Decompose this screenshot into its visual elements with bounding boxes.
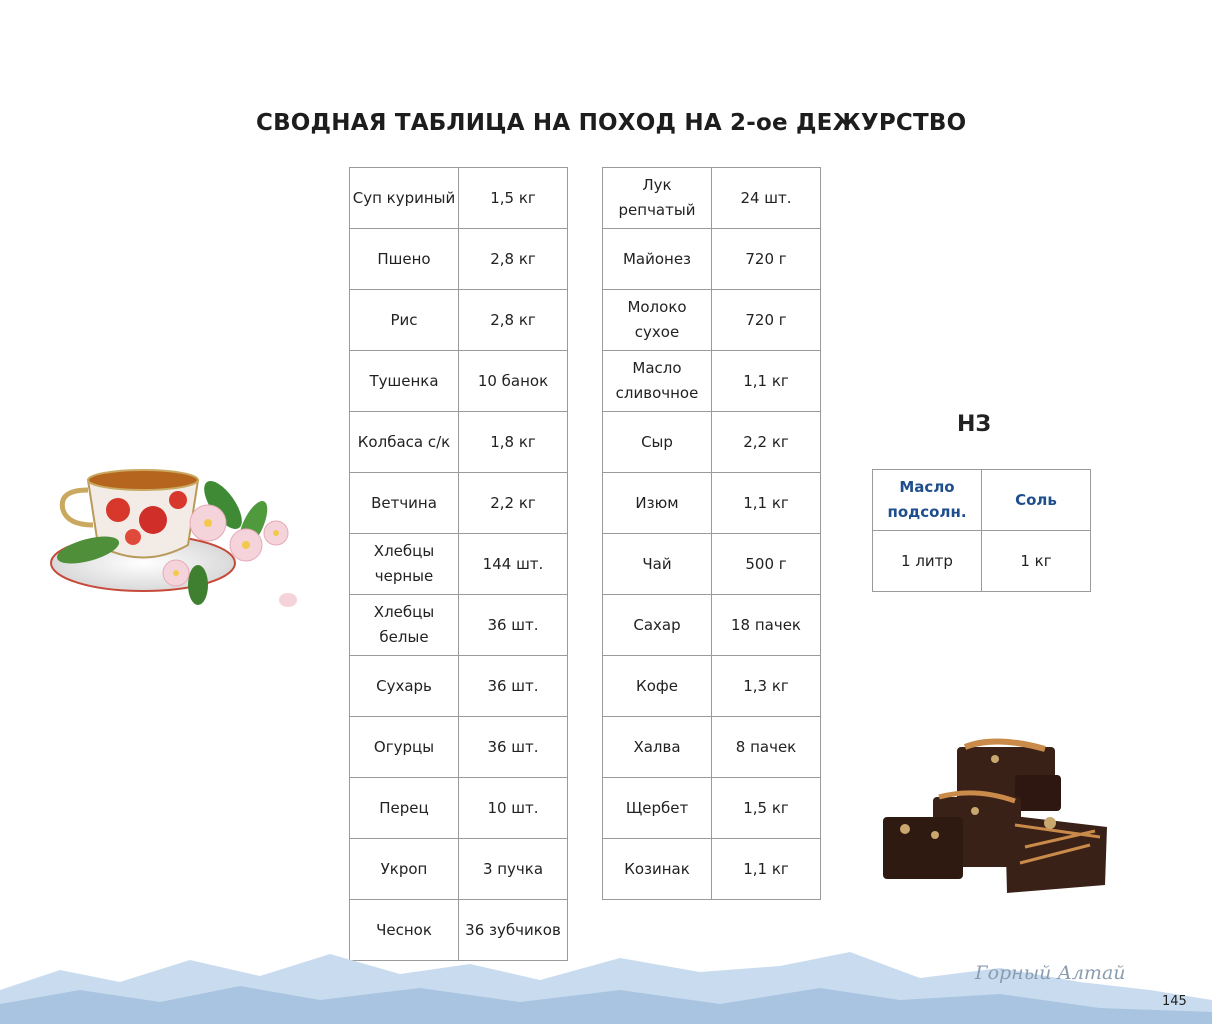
table-row — [603, 534, 821, 595]
table-row — [603, 839, 821, 900]
product-quantity-cell: 1,3 кг — [712, 656, 821, 717]
table-row — [350, 656, 568, 717]
table-row — [350, 290, 568, 351]
product-quantity-cell: 144 шт. — [459, 534, 568, 595]
product-quantity-cell: 10 банок — [459, 351, 568, 412]
product-name-cell: Молоко сухое — [603, 290, 712, 351]
page-number: 145 — [1162, 994, 1187, 1009]
product-name-cell: Лук репчатый — [603, 168, 712, 229]
table-row — [603, 473, 821, 534]
table-row — [603, 717, 821, 778]
product-quantity-cell: 10 шт. — [459, 778, 568, 839]
products-table-right — [602, 167, 821, 900]
product-name-cell: Укроп — [350, 839, 459, 900]
table-row — [350, 595, 568, 656]
product-name-cell: Халва — [603, 717, 712, 778]
product-quantity-cell: 1,5 кг — [712, 778, 821, 839]
nz-title: НЗ — [956, 412, 992, 437]
product-name-cell: Майонез — [603, 229, 712, 290]
table-row — [603, 168, 821, 229]
product-quantity-cell: 1,1 кг — [712, 839, 821, 900]
nz-value-salt: 1 кг — [982, 531, 1091, 592]
product-name-cell: Перец — [350, 778, 459, 839]
table-row — [873, 531, 1091, 592]
products-table-left — [349, 167, 568, 961]
product-name-cell: Масло сливочное — [603, 351, 712, 412]
table-row — [350, 534, 568, 595]
product-quantity-cell: 3 пучка — [459, 839, 568, 900]
product-quantity-cell: 1,1 кг — [712, 351, 821, 412]
nz-header-salt: Соль — [982, 470, 1091, 531]
product-quantity-cell: 24 шт. — [712, 168, 821, 229]
product-name-cell: Ветчина — [350, 473, 459, 534]
product-name-cell: Чеснок — [350, 900, 459, 961]
product-name-cell: Пшено — [350, 229, 459, 290]
page-title: СВОДНАЯ ТАБЛИЦА НА ПОХОД НА 2-ое ДЕЖУРСТВО — [256, 110, 967, 136]
table-row — [603, 778, 821, 839]
table-row — [603, 229, 821, 290]
product-name-cell: Щербет — [603, 778, 712, 839]
table-row — [350, 168, 568, 229]
nz-value-oil: 1 литр — [873, 531, 982, 592]
product-quantity-cell: 1,8 кг — [459, 412, 568, 473]
product-name-cell: Козинак — [603, 839, 712, 900]
product-name-cell: Чай — [603, 534, 712, 595]
product-quantity-cell: 36 шт. — [459, 656, 568, 717]
table-row — [350, 229, 568, 290]
product-quantity-cell: 2,2 кг — [712, 412, 821, 473]
table-row — [603, 595, 821, 656]
teacup-with-flowers-image — [48, 445, 308, 625]
product-quantity-cell: 18 пачек — [712, 595, 821, 656]
product-quantity-cell: 2,8 кг — [459, 290, 568, 351]
nz-table — [872, 469, 1091, 592]
product-quantity-cell: 2,8 кг — [459, 229, 568, 290]
product-name-cell: Сыр — [603, 412, 712, 473]
product-quantity-cell: 720 г — [712, 229, 821, 290]
product-quantity-cell: 500 г — [712, 534, 821, 595]
table-row — [350, 473, 568, 534]
product-name-cell: Колбаса с/к — [350, 412, 459, 473]
table-row — [603, 290, 821, 351]
brand-logo-text: Горный Алтай — [975, 962, 1126, 984]
product-quantity-cell: 1,5 кг — [459, 168, 568, 229]
table-row — [603, 656, 821, 717]
product-quantity-cell: 36 шт. — [459, 717, 568, 778]
product-name-cell: Рис — [350, 290, 459, 351]
product-quantity-cell: 36 зубчиков — [459, 900, 568, 961]
product-quantity-cell: 720 г — [712, 290, 821, 351]
chocolate-brownies-image — [875, 735, 1120, 900]
product-name-cell: Изюм — [603, 473, 712, 534]
product-name-cell: Хлебцы черные — [350, 534, 459, 595]
product-name-cell: Кофе — [603, 656, 712, 717]
product-quantity-cell: 1,1 кг — [712, 473, 821, 534]
product-name-cell: Сахар — [603, 595, 712, 656]
table-row — [350, 351, 568, 412]
nz-header-oil: Масло подсолн. — [873, 470, 982, 531]
product-name-cell: Сухарь — [350, 656, 459, 717]
product-name-cell: Хлебцы белые — [350, 595, 459, 656]
product-name-cell: Тушенка — [350, 351, 459, 412]
product-name-cell: Огурцы — [350, 717, 459, 778]
product-quantity-cell: 2,2 кг — [459, 473, 568, 534]
table-row — [350, 778, 568, 839]
table-row — [350, 412, 568, 473]
table-row — [350, 839, 568, 900]
table-row — [350, 717, 568, 778]
table-row — [603, 412, 821, 473]
product-quantity-cell: 36 шт. — [459, 595, 568, 656]
table-row — [873, 470, 1091, 531]
table-row — [603, 351, 821, 412]
product-name-cell: Суп куриный — [350, 168, 459, 229]
product-quantity-cell: 8 пачек — [712, 717, 821, 778]
